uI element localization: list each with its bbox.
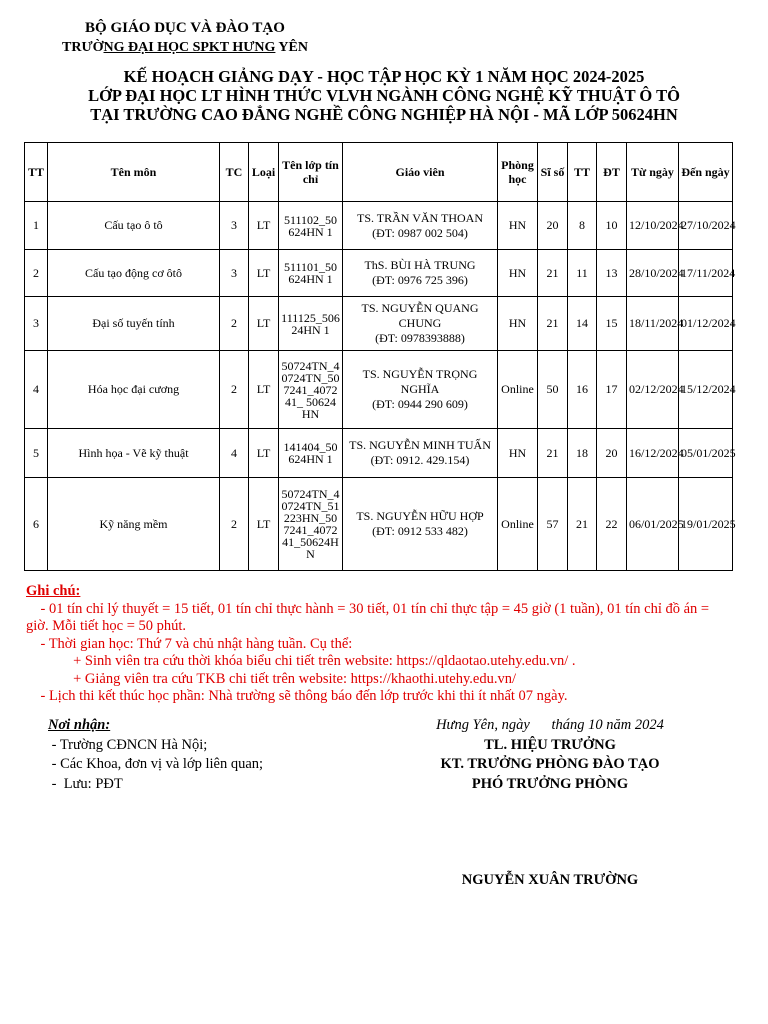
cell-type: LT <box>249 250 279 297</box>
teacher-name: TS. NGUYỄN TRỌNG NGHĨA <box>362 367 478 396</box>
teacher-phone: (ĐT: 0978393888) <box>375 331 465 345</box>
col-header-subject: Tên môn <box>48 143 220 202</box>
teacher-name: TS. NGUYỄN HỮU HỢP <box>356 509 484 523</box>
cell-tt2: 16 <box>568 351 597 429</box>
table-row <box>25 429 733 478</box>
cell-dt: 17 <box>597 351 627 429</box>
school-name-suffix: YÊN <box>275 40 308 55</box>
cell-from: 02/12/2024 <box>627 351 679 429</box>
teacher-name: TS. NGUYỄN QUANG CHUNG <box>361 301 479 330</box>
cell-size: 50 <box>538 351 568 429</box>
cell-size: 21 <box>538 250 568 297</box>
cell-tt: 3 <box>25 297 48 351</box>
cell-tt2: 11 <box>568 250 597 297</box>
cell-room: Online <box>498 351 538 429</box>
cell-room: HN <box>498 429 538 478</box>
cell-from: 06/01/2025 <box>627 478 679 571</box>
cell-tt: 5 <box>25 429 48 478</box>
document-title-line-2: LỚP ĐẠI HỌC LT HÌNH THỨC VLVH NGÀNH CÔNG NGHỆ KỸ THUẬT Ô TÔ <box>88 86 680 105</box>
cell-credits: 2 <box>220 478 249 571</box>
teacher-name: TS. TRẦN VĂN THOAN <box>356 210 483 225</box>
teacher-phone: (ĐT: 0987 002 504) <box>372 225 468 240</box>
cell-to: 05/01/2025 <box>679 429 733 478</box>
cell-tt: 4 <box>25 351 48 429</box>
teacher-phone: (ĐT: 0912 533 482) <box>372 524 468 538</box>
cell-tt2: 8 <box>568 202 597 250</box>
signature-title-1: TL. HIỆU TRƯỞNG <box>484 736 616 753</box>
cell-tt2: 18 <box>568 429 597 478</box>
cell-credits: 2 <box>220 351 249 429</box>
teacher-phone: (ĐT: 0976 725 396) <box>372 273 468 287</box>
table-row <box>25 202 733 250</box>
teacher-phone: (ĐT: 0912. 429.154) <box>370 453 470 467</box>
ministry-name: BỘ GIÁO DỤC VÀ ĐÀO TẠO <box>85 20 285 36</box>
teacher-phone: (ĐT: 0944 290 609) <box>372 397 468 411</box>
cell-credits: 4 <box>220 429 249 478</box>
table-row <box>25 250 733 297</box>
signer-name: NGUYỄN XUÂN TRƯỜNG <box>461 872 639 888</box>
cell-teacher <box>343 351 498 429</box>
cell-tt: 1 <box>25 202 48 250</box>
cell-class: 141404_50624HN 1 <box>279 429 343 478</box>
signature-title-2: KT. TRƯỞNG PHÒNG ĐÀO TẠO <box>440 756 660 772</box>
cell-dt: 15 <box>597 297 627 351</box>
cell-teacher <box>343 429 498 478</box>
cell-credits: 3 <box>220 202 249 250</box>
cell-tt2: 21 <box>568 478 597 571</box>
recipients-header: Nơi nhận: <box>48 717 111 733</box>
schedule-table <box>24 142 736 571</box>
document-title-line-3: TẠI TRƯỜNG CAO ĐẲNG NGHỀ CÔNG NGHIỆP HÀ NỘI - MÃ LỚP 50624HN <box>90 105 678 124</box>
cell-subject: Hóa học đại cương <box>48 351 220 429</box>
cell-subject: Đại số tuyến tính <box>48 297 220 351</box>
cell-room: HN <box>498 297 538 351</box>
cell-type: LT <box>249 351 279 429</box>
cell-room: HN <box>498 250 538 297</box>
signature-block <box>400 716 700 794</box>
cell-class: 511102_50624HN 1 <box>279 202 343 250</box>
col-header-credits: TC <box>220 143 249 202</box>
cell-from: 28/10/2024 <box>627 250 679 297</box>
cell-teacher <box>343 202 498 250</box>
col-header-room: Phòng học <box>498 143 538 202</box>
school-name-prefix: TRƯỜ <box>62 40 104 55</box>
cell-from: 16/12/2024 <box>627 429 679 478</box>
cell-type: LT <box>249 297 279 351</box>
document-title-line-1: KẾ HOẠCH GIẢNG DẠY - HỌC TẬP HỌC KỲ 1 NĂM HỌC 2024-2025 <box>123 67 645 86</box>
cell-class: 111125_50624HN 1 <box>279 297 343 351</box>
table-row <box>25 297 733 351</box>
cell-to: 17/11/2024 <box>679 250 733 297</box>
col-header-teacher: Giáo viên <box>343 143 498 202</box>
cell-dt: 13 <box>597 250 627 297</box>
notes-line-time: - Thời gian học: Thứ 7 và chủ nhật hàng tuần. Cụ thể: <box>26 635 353 652</box>
notes-line-credits: - 01 tín chỉ lý thuyết = 15 tiết, 01 tín chỉ thực hành = 30 tiết, 01 tín chỉ thực tập = 45 giờ (1 tuần), 01 tín chỉ đồ án = <box>26 600 710 617</box>
col-header-dt: ĐT <box>597 143 627 202</box>
notes-line-student-website: + Sinh viên tra cứu thời khóa biểu chi tiết trên website: https://qldaotao.utehy.edu.vn/ . <box>26 653 576 669</box>
notes-line-exam: - Lịch thi kết thúc học phần: Nhà trường sẽ thông báo đến lớp trước khi thi ít nhất 07 ngày. <box>26 688 568 704</box>
cell-room: Online <box>498 478 538 571</box>
school-name-underlined: NG ĐẠI HỌC SPKT HƯNG <box>103 40 276 55</box>
cell-to: 19/01/2025 <box>679 478 733 571</box>
col-header-to: Đến ngày <box>679 143 733 202</box>
col-header-tt: TT <box>25 143 48 202</box>
recipient-item: - Lưu: PĐT <box>48 775 123 792</box>
cell-subject: Kỹ năng mềm <box>48 478 220 571</box>
cell-dt: 22 <box>597 478 627 571</box>
col-header-tt2: TT <box>568 143 597 202</box>
cell-from: 12/10/2024 <box>627 202 679 250</box>
col-header-size: Sĩ số <box>538 143 568 202</box>
notes-section <box>26 583 736 706</box>
cell-subject: Cấu tạo ô tô <box>48 202 220 250</box>
school-name <box>40 40 330 56</box>
cell-credits: 3 <box>220 250 249 297</box>
cell-subject: Cấu tạo động cơ ôtô <box>48 250 220 297</box>
cell-tt: 2 <box>25 250 48 297</box>
cell-tt2: 14 <box>568 297 597 351</box>
cell-dt: 10 <box>597 202 627 250</box>
cell-tt: 6 <box>25 478 48 571</box>
cell-class: 50724TN_40724TN_51223HN_507241_407241_50624HN <box>279 478 343 571</box>
col-header-from: Từ ngày <box>627 143 679 202</box>
recipient-item: - Trường CĐNCN Hà Nội; <box>48 736 208 753</box>
notes-line-period: giờ. Mỗi tiết học = 50 phút. <box>26 618 187 634</box>
recipients-section <box>48 716 263 794</box>
table-header-row <box>25 143 733 202</box>
cell-subject: Hình họa - Vẽ kỹ thuật <box>48 429 220 478</box>
cell-size: 57 <box>538 478 568 571</box>
cell-size: 21 <box>538 429 568 478</box>
cell-size: 20 <box>538 202 568 250</box>
cell-room: HN <box>498 202 538 250</box>
cell-type: LT <box>249 202 279 250</box>
recipient-item: - Các Khoa, đơn vị và lớp liên quan; <box>48 756 264 772</box>
cell-to: 27/10/2024 <box>679 202 733 250</box>
notes-line-teacher-website: + Giảng viên tra cứu TKB chi tiết trên website: https://khaothi.utehy.edu.vn/ <box>26 670 517 687</box>
col-header-type: Loại <box>249 143 279 202</box>
cell-type: LT <box>249 429 279 478</box>
cell-class: 511101_50624HN 1 <box>279 250 343 297</box>
cell-teacher <box>343 250 498 297</box>
cell-credits: 2 <box>220 297 249 351</box>
teacher-name: ThS. BÙI HÀ TRUNG <box>364 258 476 272</box>
table-row <box>25 351 733 429</box>
cell-to: 01/12/2024 <box>679 297 733 351</box>
cell-class: 50724TN_40724TN_507241_407241_ 50624HN <box>279 351 343 429</box>
cell-dt: 20 <box>597 429 627 478</box>
cell-to: 15/12/2024 <box>679 351 733 429</box>
cell-teacher <box>343 478 498 571</box>
cell-size: 21 <box>538 297 568 351</box>
cell-teacher <box>343 297 498 351</box>
notes-header: Ghi chú: <box>26 583 81 599</box>
cell-from: 18/11/2024 <box>627 297 679 351</box>
signature-date: Hưng Yên, ngày tháng 10 năm 2024 <box>436 717 664 733</box>
teacher-name: TS. NGUYỄN MINH TUẤN <box>349 438 491 452</box>
table-row <box>25 478 733 571</box>
signature-title-3: PHÓ TRƯỞNG PHÒNG <box>471 775 629 792</box>
cell-type: LT <box>249 478 279 571</box>
col-header-class: Tên lớp tín chỉ <box>279 143 343 202</box>
